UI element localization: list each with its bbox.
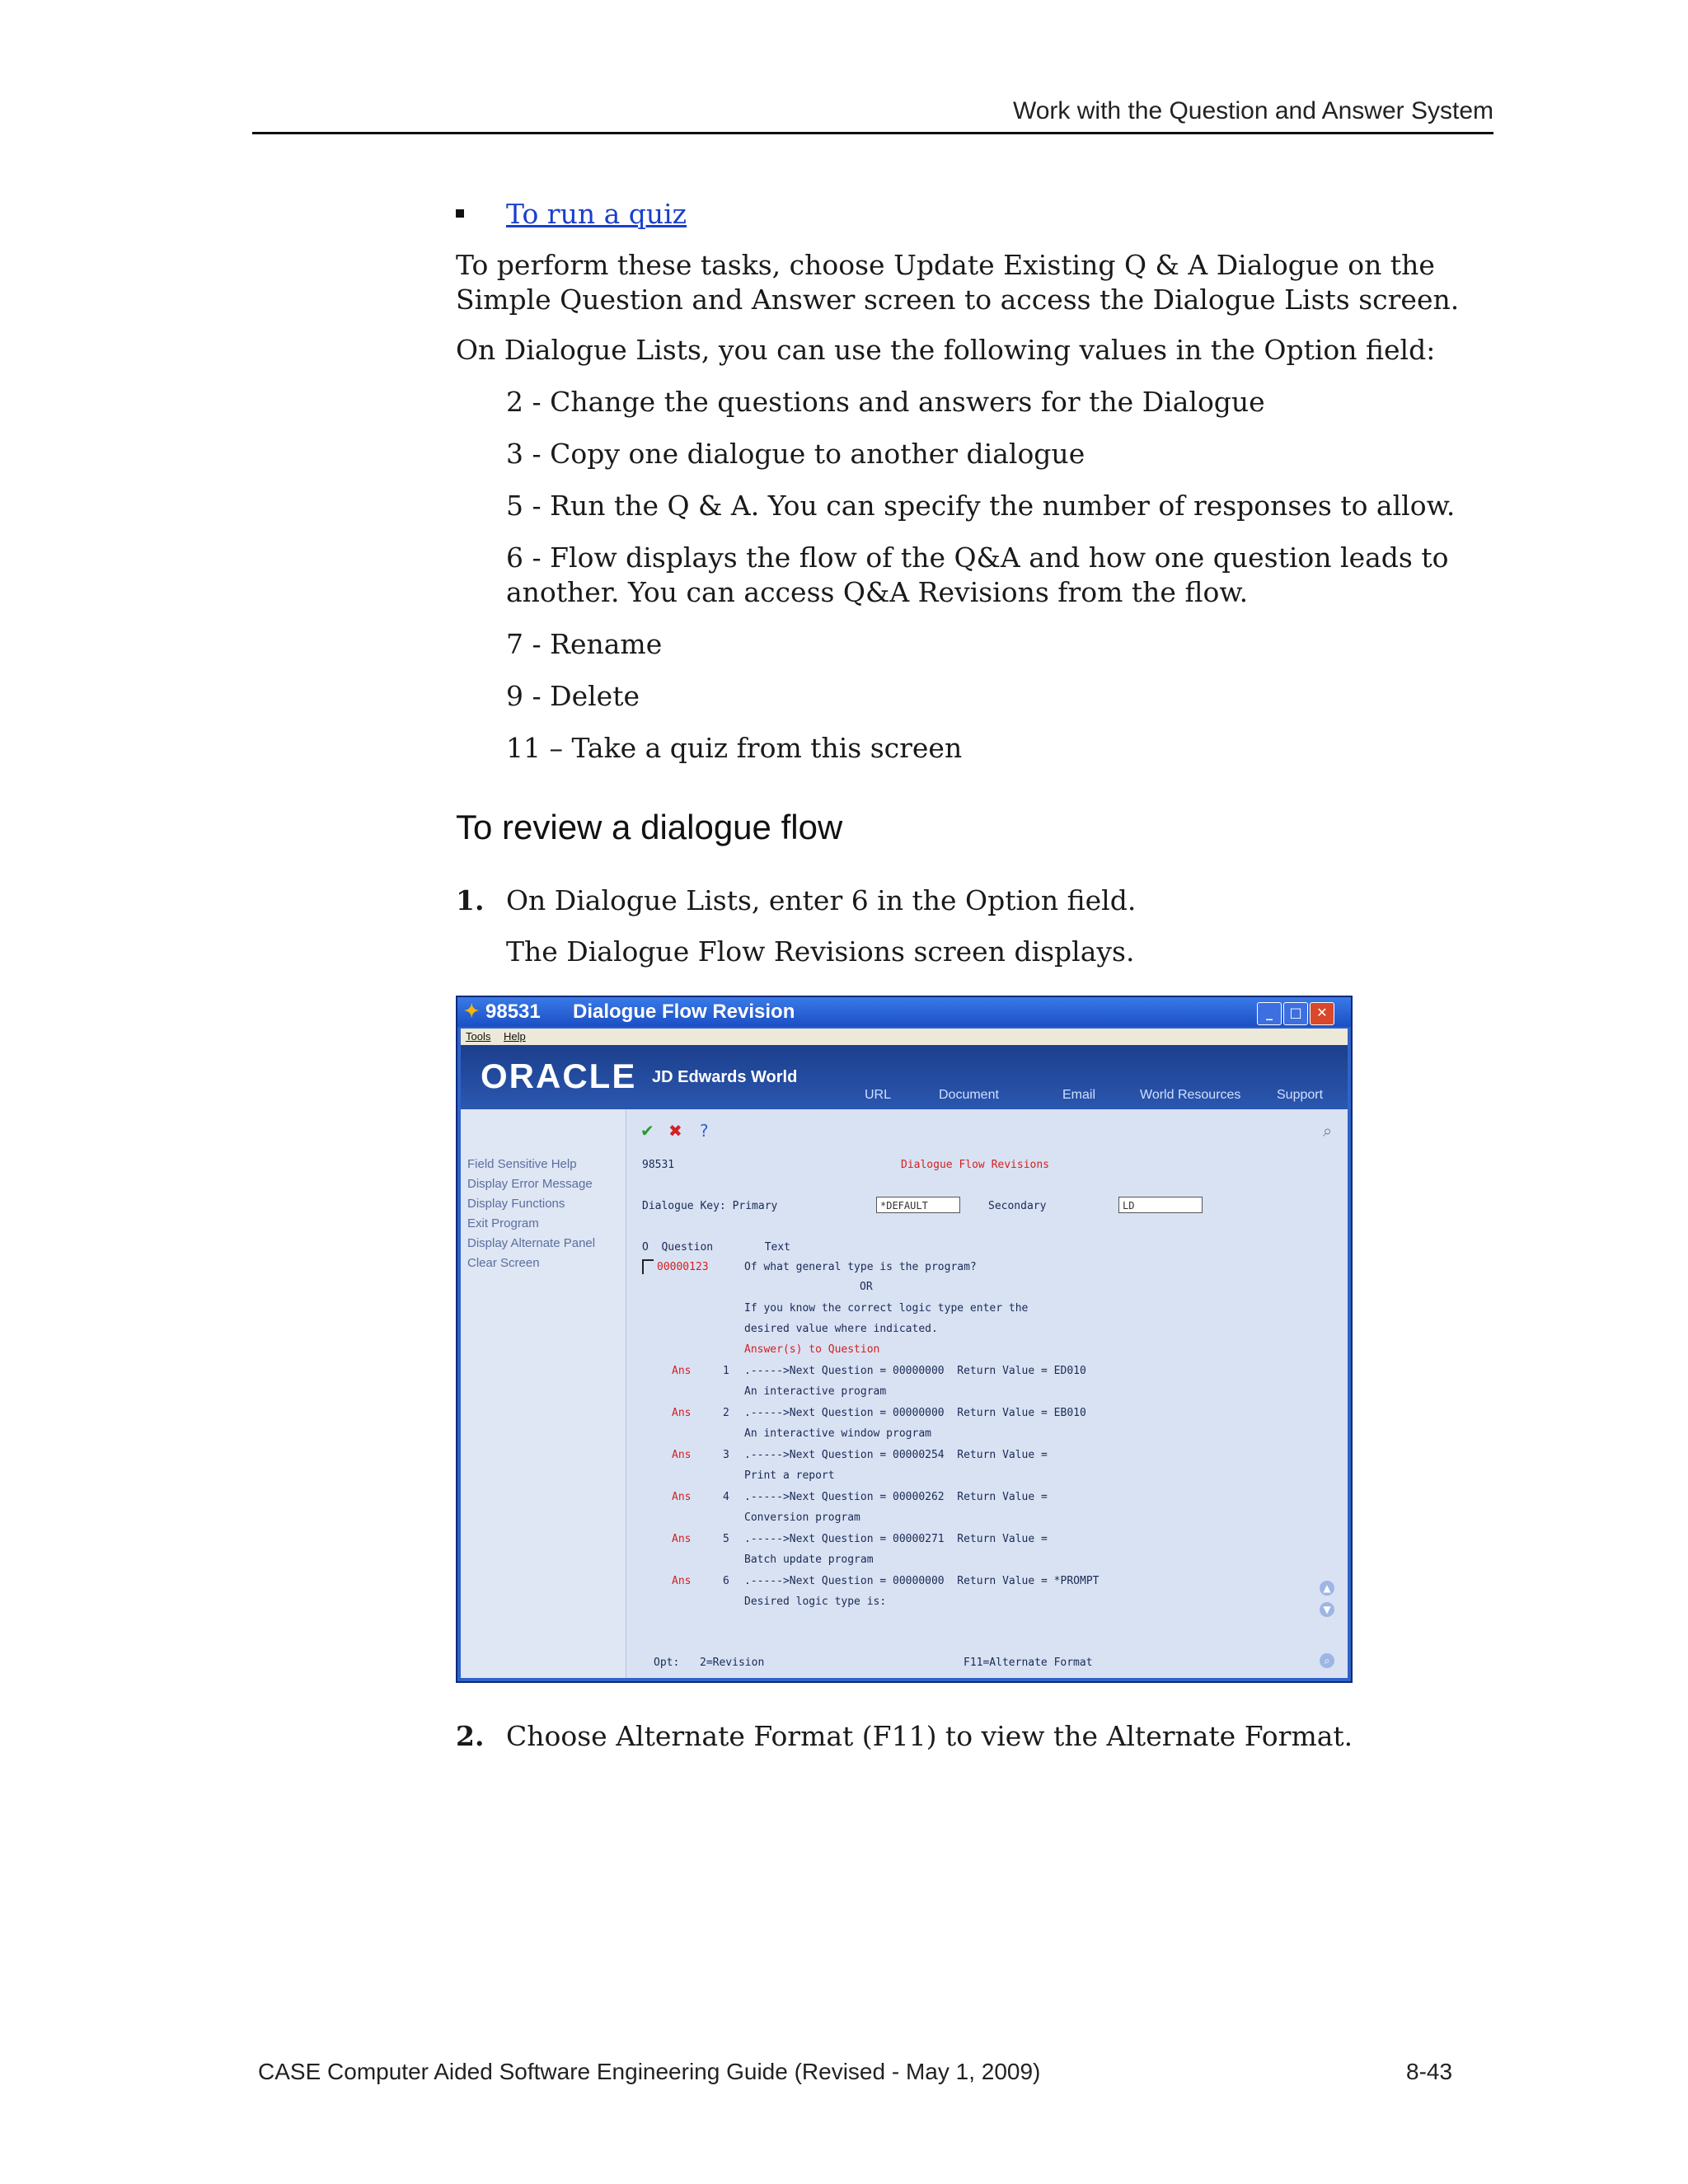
sidebar-display-error-message[interactable]: Display Error Message — [467, 1177, 593, 1191]
secondary-key-input[interactable]: LD — [1118, 1197, 1203, 1213]
answer-number: 6 — [723, 1575, 729, 1587]
maximize-icon[interactable]: □ — [1283, 1002, 1308, 1025]
footer-title: CASE Computer Aided Software Engineering Guide (Revised - May 1, 2009) — [258, 2059, 1041, 2084]
or-text: OR — [860, 1281, 873, 1293]
link-email[interactable]: Email — [1062, 1088, 1096, 1102]
screen-content — [461, 1109, 1348, 1678]
option-item: 9 - Delete — [506, 680, 640, 712]
sidebar-field-sensitive-help[interactable]: Field Sensitive Help — [467, 1157, 577, 1171]
section-heading: To review a dialogue flow — [456, 808, 843, 846]
answer-number: 1 — [723, 1365, 729, 1377]
answer-tag: Ans — [672, 1449, 692, 1461]
answer-next: .----->Next Question = 00000262 Return Value = — [744, 1491, 1048, 1503]
step-number: 1. — [456, 884, 485, 916]
link-world-resources[interactable]: World Resources — [1140, 1088, 1241, 1102]
answer-desc: Desired logic type is: — [744, 1596, 887, 1608]
opt-value: 2=Revision — [700, 1657, 765, 1669]
cancel-icon[interactable]: ✖ — [668, 1121, 682, 1141]
menu-bar — [461, 1029, 1348, 1045]
jde-logo: JD Edwards World — [652, 1068, 798, 1086]
answer-desc: Batch update program — [744, 1554, 874, 1566]
scroll-down-icon[interactable]: ▼ — [1320, 1602, 1334, 1617]
function-key-hint: F11=Alternate Format — [964, 1657, 1093, 1669]
header-rule — [252, 132, 1493, 134]
answer-desc: Conversion program — [744, 1511, 860, 1524]
brand-bar — [461, 1045, 1348, 1109]
sidebar-exit-program[interactable]: Exit Program — [467, 1216, 539, 1230]
answer-tag: Ans — [672, 1575, 692, 1587]
option-checkbox[interactable] — [642, 1259, 654, 1274]
dialogue-flow-revision-window — [456, 996, 1353, 1683]
answer-next: .----->Next Question = 00000000 Return Value = ED010 — [744, 1365, 1086, 1377]
question-text: Of what general type is the program? — [744, 1261, 977, 1273]
answer-tag: Ans — [672, 1365, 692, 1377]
question-number[interactable]: 00000123 — [657, 1261, 709, 1273]
app-star-icon: ✦ — [464, 1001, 480, 1021]
answer-tag: Ans — [672, 1491, 692, 1503]
link-url[interactable]: URL — [865, 1088, 892, 1102]
sidebar-clear-screen[interactable]: Clear Screen — [467, 1256, 540, 1270]
hint-line-2: desired value where indicated. — [744, 1323, 938, 1335]
bullet-square-icon — [456, 209, 464, 218]
intro-paragraph: To perform these tasks, choose Update Existing Q & A Dialogue on the Simple Question and Answer screen to access the Dialogue Lists screen. — [456, 249, 1460, 316]
program-id: 98531 — [642, 1159, 675, 1171]
option-item: 3 - Copy one dialogue to another dialogue — [506, 438, 1085, 470]
sidebar-display-functions[interactable]: Display Functions — [467, 1197, 565, 1211]
step-number: 2. — [456, 1720, 485, 1752]
zoom-icon[interactable]: ⌕ — [1320, 1653, 1334, 1668]
answer-number: 5 — [723, 1533, 729, 1545]
answer-number: 2 — [723, 1407, 729, 1419]
sidebar-display-alternate-panel[interactable]: Display Alternate Panel — [467, 1236, 596, 1250]
screen-title: Dialogue Flow Revisions — [901, 1159, 1050, 1171]
menu-tools[interactable]: Tools — [466, 1030, 491, 1043]
opt-label: Opt: — [654, 1657, 680, 1669]
run-quiz-link[interactable]: To run a quiz — [506, 198, 687, 230]
window-titlebar — [457, 997, 1351, 1027]
scroll-up-icon[interactable]: ▲ — [1320, 1581, 1334, 1596]
options-intro: On Dialogue Lists, you can use the following values in the Option field: — [456, 334, 1436, 366]
menu-help[interactable]: Help — [504, 1030, 526, 1043]
primary-key-input[interactable]: *DEFAULT — [876, 1197, 960, 1213]
answer-desc: An interactive program — [744, 1385, 887, 1398]
link-document[interactable]: Document — [939, 1088, 999, 1102]
option-item: 2 - Change the questions and answers for the Dialogue — [506, 386, 1265, 418]
close-icon[interactable]: ✕ — [1310, 1002, 1334, 1025]
answer-tag: Ans — [672, 1533, 692, 1545]
window-title: Dialogue Flow Revision — [573, 1001, 795, 1023]
option-item: 5 - Run the Q & A. You can specify the number of responses to allow. — [506, 490, 1456, 522]
dialogue-key-label: Dialogue Key: Primary — [642, 1200, 778, 1212]
answer-desc: An interactive window program — [744, 1427, 931, 1440]
answer-number: 3 — [723, 1449, 729, 1461]
search-icon[interactable]: ⌕ — [1323, 1121, 1333, 1141]
oracle-logo: ORACLE — [481, 1057, 637, 1095]
answer-next: .----->Next Question = 00000271 Return Value = — [744, 1533, 1048, 1545]
help-icon[interactable]: ? — [700, 1121, 709, 1141]
answer-desc: Print a report — [744, 1469, 835, 1482]
link-support[interactable]: Support — [1277, 1088, 1324, 1102]
option-item: 11 – Take a quiz from this screen — [506, 732, 963, 764]
option-item: 6 - Flow displays the flow of the Q&A and how one question leads to another. You can access Q&A Revisions from the flow. — [506, 541, 1449, 608]
answer-next: .----->Next Question = 00000254 Return Value = — [744, 1449, 1048, 1461]
step-text: Choose Alternate Format (F11) to view the Alternate Format. — [506, 1720, 1353, 1752]
column-headers: O Question Text — [642, 1241, 791, 1254]
answer-tag: Ans — [672, 1407, 692, 1419]
step-subtext: The Dialogue Flow Revisions screen displays. — [506, 935, 1135, 968]
function-sidebar — [461, 1109, 626, 1678]
answers-label: Answer(s) to Question — [744, 1343, 880, 1356]
option-item: 7 - Rename — [506, 628, 663, 660]
page-number: 8-43 — [1406, 2059, 1453, 2084]
step-text: On Dialogue Lists, enter 6 in the Option field. — [506, 884, 1137, 916]
running-header: Work with the Question and Answer System — [1012, 97, 1493, 124]
answer-number: 4 — [723, 1491, 729, 1503]
hint-line-1: If you know the correct logic type enter the — [744, 1302, 1029, 1315]
minimize-icon[interactable]: _ — [1257, 1002, 1282, 1025]
window-code: 98531 — [485, 1001, 541, 1023]
check-icon[interactable]: ✔ — [640, 1121, 654, 1141]
answer-next: .----->Next Question = 00000000 Return Value = *PROMPT — [744, 1575, 1100, 1587]
answer-next: .----->Next Question = 00000000 Return Value = EB010 — [744, 1407, 1086, 1419]
secondary-label: Secondary — [988, 1200, 1047, 1212]
